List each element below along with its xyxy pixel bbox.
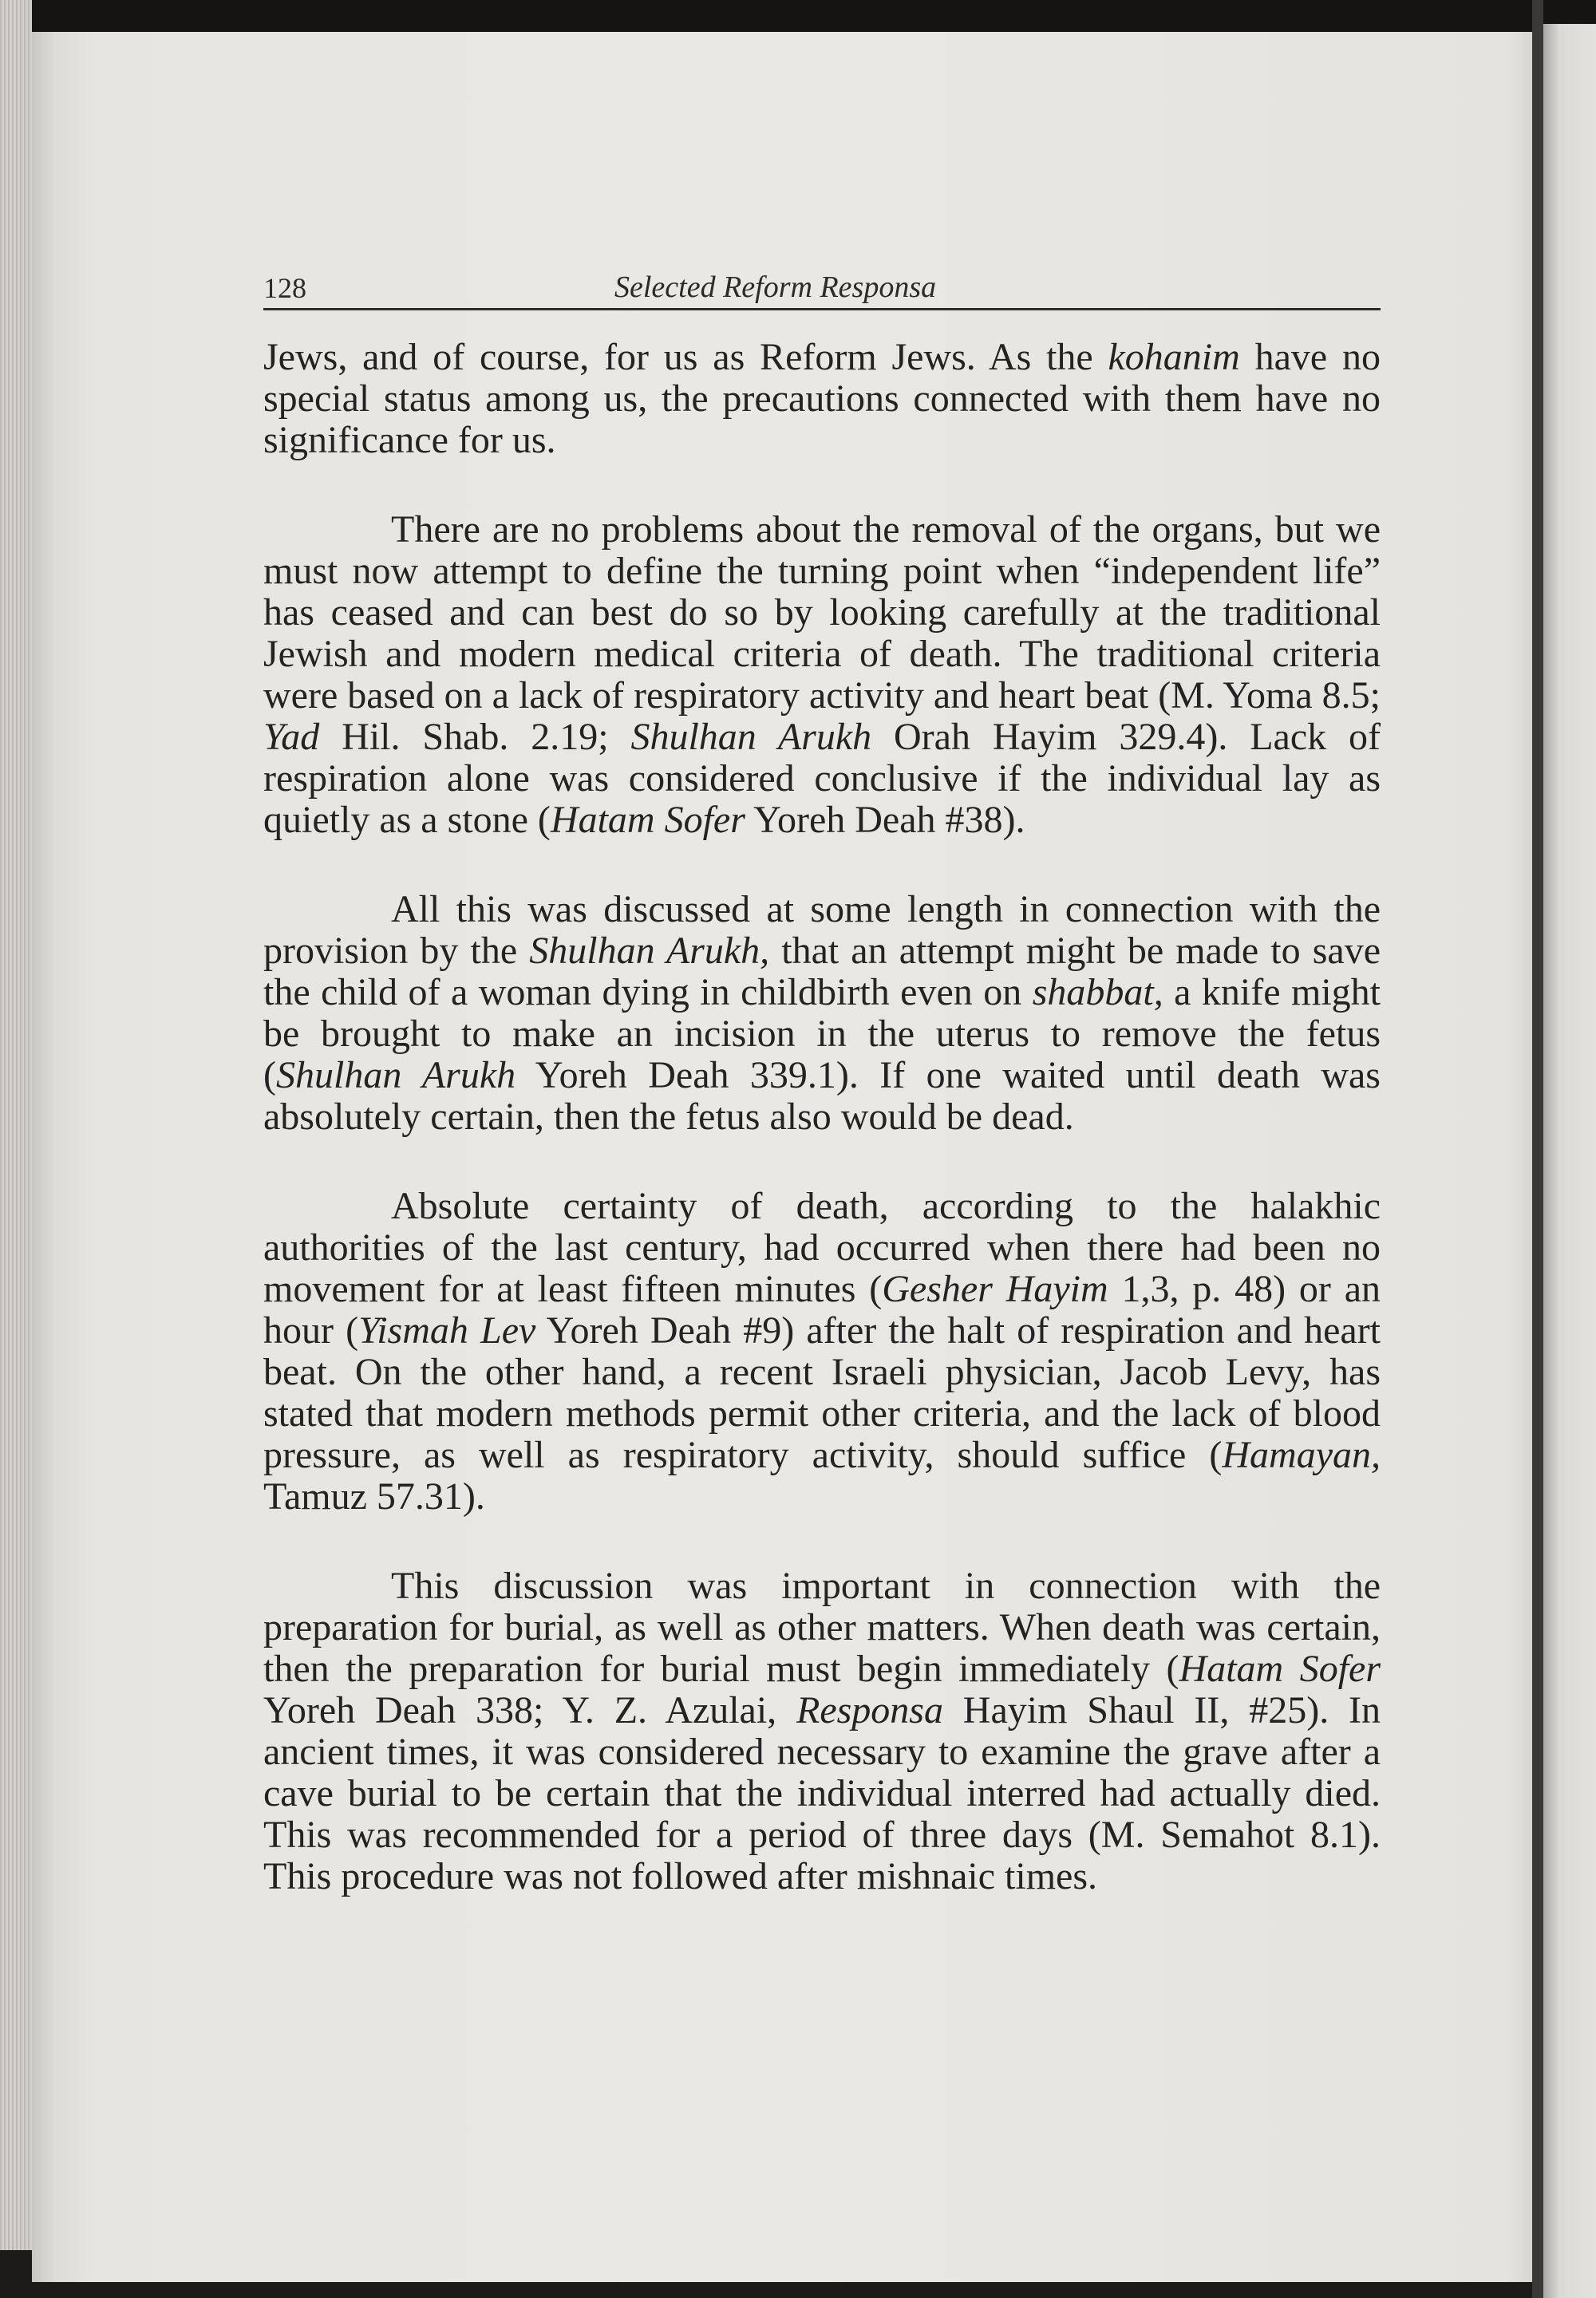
italic-citation: Yismah Lev xyxy=(358,1309,536,1352)
running-title: Selected Reform Responsa xyxy=(614,270,937,304)
text-run: Orah Hayim 329.4). Lack of respiration alone was considered conclusive if the individual lay as quietly as a stone ( xyxy=(263,716,1381,841)
italic-citation: Gesher Hayim xyxy=(882,1268,1108,1310)
text-run: Hil. Shab. 2.19; xyxy=(319,716,631,758)
text-run: Yoreh Deah #38). xyxy=(745,799,1025,841)
italic-citation: shabbat, xyxy=(1032,971,1163,1013)
page-number: 128 xyxy=(263,272,306,304)
facing-page-edge xyxy=(1543,24,1596,2298)
text-run: This discussion was important in connection with the preparation for burial, as well as other matters. When death was certain, then the preparation for burial must begin immediately ( xyxy=(263,1565,1381,1690)
paragraph xyxy=(263,889,1381,1138)
paragraph xyxy=(263,1566,1381,1897)
text-run: All this was discussed at some length in connection with the provision by the xyxy=(263,888,1381,972)
page-header xyxy=(263,270,1381,310)
text-run: a knife might be brought to make an incision in the uterus to remove the fetus ( xyxy=(263,971,1381,1096)
italic-citation: Shulhan Arukh xyxy=(275,1054,516,1096)
italic-citation: Shulhan Arukh, xyxy=(529,930,770,972)
text-run: that an attempt might be made to save the child of a woman dying in childbirth even on xyxy=(263,930,1381,1013)
italic-citation: Shulhan Arukh xyxy=(630,716,872,758)
text-run: Yoreh Deah 339.1). If one waited until death was absolutely certain, then the fetus also would be dead. xyxy=(263,1054,1381,1138)
italic-citation: Responsa xyxy=(796,1689,943,1731)
paragraph xyxy=(263,337,1381,461)
italic-citation: Hatam Sofer xyxy=(1179,1648,1381,1690)
text-run: have no special status among us, the precautions connected with them have no significance for us. xyxy=(263,336,1381,461)
book-gutter xyxy=(1532,0,1543,2298)
body-text xyxy=(263,337,1381,1945)
italic-citation: kohanim xyxy=(1108,336,1240,378)
text-run: Jews, and of course, for us as Reform Jews. As the xyxy=(263,336,1108,378)
page-stack-edge xyxy=(0,0,32,2250)
paragraph xyxy=(263,509,1381,841)
text-run: Yoreh Deah 338; Y. Z. Azulai, xyxy=(263,1689,796,1731)
text-run: There are no problems about the removal of the organs, but we must now attempt to define the turning point when “independent life” has ceased and can best do so by looking carefully at the traditional Jewish and modern medical criteria of death. The traditional criteria were based on a lack of respiratory activity and heart beat (M. Yoma 8.5; xyxy=(263,508,1381,717)
italic-citation: Yad xyxy=(263,716,320,758)
paragraph xyxy=(263,1186,1381,1518)
text-run: Yoreh Deah #9) after the halt of respiration and heart beat. On the other hand, a recent Israeli physician, Jacob Levy, has stated that modern methods permit other criteria, and the lack of blood pressure, as well as respiratory activity, should suffice ( xyxy=(263,1309,1381,1476)
text-run: Absolute certainty of death, according to the halakhic authorities of the last century, had occurred when there had been no movement for at least fifteen minutes ( xyxy=(263,1185,1381,1310)
text-run: Tamuz 57.31). xyxy=(263,1475,485,1518)
italic-citation: Hatam Sofer xyxy=(550,799,745,841)
text-run: 1,3, p. 48) or an hour ( xyxy=(263,1268,1381,1352)
italic-citation: Hamayan, xyxy=(1222,1434,1381,1476)
text-run: Hayim Shaul II, #25). In ancient times, it was considered necessary to examine the grave after a cave burial to be certain that the individual interred had actually died. This was recommended for a period of three days (M. Semahot 8.1). This procedure was not followed after mishnaic times. xyxy=(263,1689,1381,1897)
